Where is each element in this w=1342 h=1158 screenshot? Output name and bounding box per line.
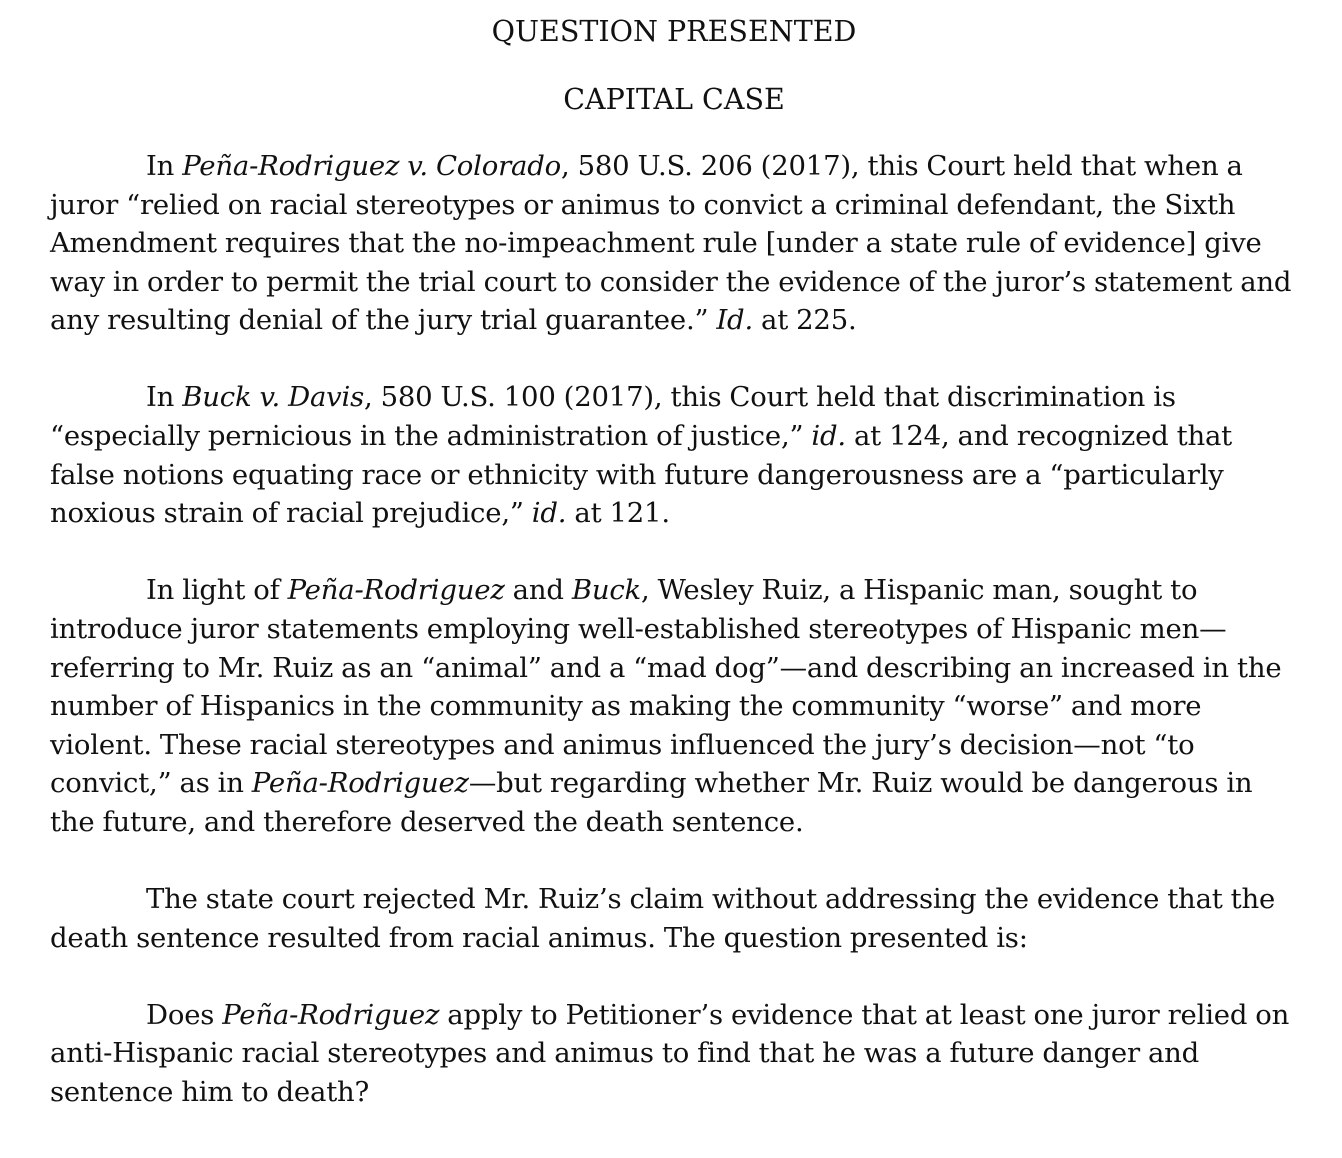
paragraph-text: at 225. [753,304,857,337]
case-citation: Buck [571,574,642,607]
paragraph-text: In [146,381,183,414]
case-citation: Id. [716,304,753,337]
paragraph-text: In [146,150,183,182]
case-citation: Peña-Rodriguez [251,767,469,800]
paragraph-text: —but regarding whether Mr. Ruiz would be dangerous in the future, and therefore deserved the death sentence. [50,767,1253,838]
paragraph-question [50,996,1298,1112]
paragraph-text: , 580 U.S. 100 (2017), this Court held that discrimination is “especially pernicious in the administration of justice,” [50,381,1176,453]
paragraph-text: , 580 U.S. 206 (2017), this Court held that when a juror “relied on racial stereotypes or animus to convict a criminal defendant, the Sixth Amendment requires that the no-impeachment rule [under a state rule of evidence] give way in order to permit the trial court to consider the evidence of the juror’s statement and any resulting denial of the jury trial guarantee.” [50,150,1292,337]
paragraph-ruiz-facts [50,571,1298,841]
paragraph-text: Does [146,998,223,1031]
paragraph-text: at 121. [566,497,670,530]
case-citation: Peña-Rodriguez v. Colorado [182,150,561,182]
paragraph-text: In light of [146,574,288,607]
case-citation: Peña-Rodriguez [222,998,440,1031]
case-citation: id. [531,497,567,530]
paragraph-text: at 124, and recognized that false notions equating race or ethnicity with future dangerousness are a “particularly noxious strain of racial prejudice,” [50,420,1232,530]
paragraph-text: The state court rejected Mr. Ruiz’s claim without addressing the evidence that the death sentence resulted from racial animus. The question presented is: [50,883,1276,954]
case-citation: Peña-Rodriguez [287,574,505,607]
case-type-heading: CAPITAL CASE [563,83,785,116]
paragraph-pena-rodriguez-holding [50,147,1298,340]
page-title: QUESTION PRESENTED [491,15,857,48]
case-citation: Buck v. Davis [182,381,364,414]
paragraph-buck-holding [50,378,1298,532]
paragraph-text: , Wesley Ruiz, a Hispanic man, sought to introduce juror statements employing well-established stereotypes of Hispanic men—referring to Mr. Ruiz as an “animal” and a “mad dog”—and describing an increased in the number of Hispanics in the community as making the community “worse” and more violent. These racial stereotypes and animus influenced the jury’s decision—not “to convict,” as in [50,574,1282,800]
case-citation: id. [811,420,846,453]
paragraph-state-court-ruling [50,880,1298,957]
paragraph-text: and [504,574,572,607]
paragraph-text: apply to Petitioner’s evidence that at least one juror relied on anti-Hispanic racial stereotypes and animus to find that he was a future danger and sentence him to death? [50,998,1290,1108]
